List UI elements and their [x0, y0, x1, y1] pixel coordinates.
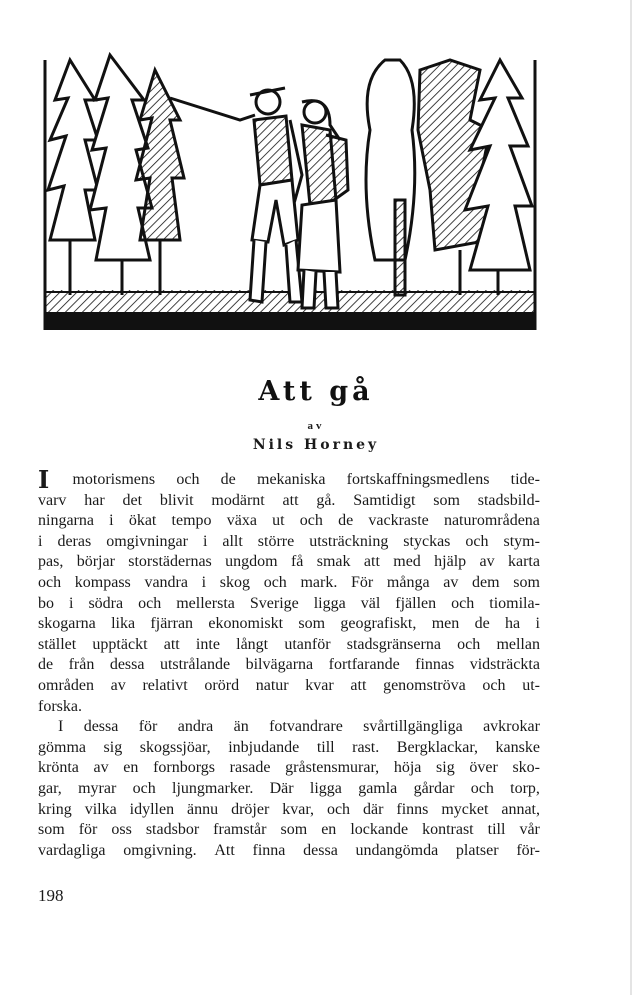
text-line: varv har det blivit modärnt att gå. Samtidigt som stadsbild-: [38, 491, 540, 509]
hikers-illustration: [40, 40, 540, 335]
text-line: bo i södra och mellersta Sverige ligga väl fjällen och tiomila-: [38, 594, 540, 612]
text-line: som för oss stadsbor framstår som en lockande kontrast till vår: [38, 821, 540, 839]
page-number: 198: [38, 886, 64, 905]
text-line: krönta av en fornborgs rasade gråstensmurar, höja sig över sko-: [38, 759, 540, 777]
text-line: i deras omgivningar i allt större utsträckning styckas och stym-: [38, 532, 540, 550]
text-line: I dessa för andra än fotvandrare svårtillgängliga avkrokar: [58, 718, 540, 736]
text-line: områden av relativt orörd natur kvar att genomströva och ut-: [38, 676, 540, 694]
text-line: gömma sig skogssjöar, inbjudande till rast. Bergklackar, kanske: [38, 738, 540, 756]
paragraph-2: [38, 717, 540, 861]
text-line: och kompass vandra i skog och mark. För många av dem som: [38, 573, 540, 591]
text-line: ningarna i ökat tempo växa ut och de vackraste naturområdena: [38, 512, 540, 530]
text-line: gar, myrar och ljungmarker. Där ligga gamla gårdar och torp,: [38, 779, 540, 797]
text-line: pas, börjar storstädernas ungdom få smak att med hjälp av karta: [38, 553, 540, 571]
body-text: [38, 465, 540, 861]
byline-av: av: [307, 420, 325, 432]
text-line: I motorismens och de mekaniska fortskaffningsmedlens tide-: [38, 465, 540, 494]
text-line: stället upptäckt att inte långt utanför stadsgränserna och mellan: [38, 635, 540, 653]
paragraph-1: [38, 491, 540, 718]
text-line: forska.: [38, 697, 82, 715]
text-line: de från dessa utstrålande bilvägarna fortfarande finnas vidsträckta: [38, 656, 540, 674]
text-line: vardagliga omgivning. Att finna dessa undangömda platser för-: [38, 841, 540, 859]
text-line: skogarna lika fjärran ekonomiskt som geografiskt, men de ha i: [38, 615, 540, 633]
article-title: Att gå: [258, 376, 374, 407]
text-line: kring vilka idyllen ännu dröjer kvar, och där finns mycket annat,: [38, 800, 540, 818]
author-name: Nils Horney: [252, 437, 380, 453]
drop-cap: I: [38, 465, 50, 494]
